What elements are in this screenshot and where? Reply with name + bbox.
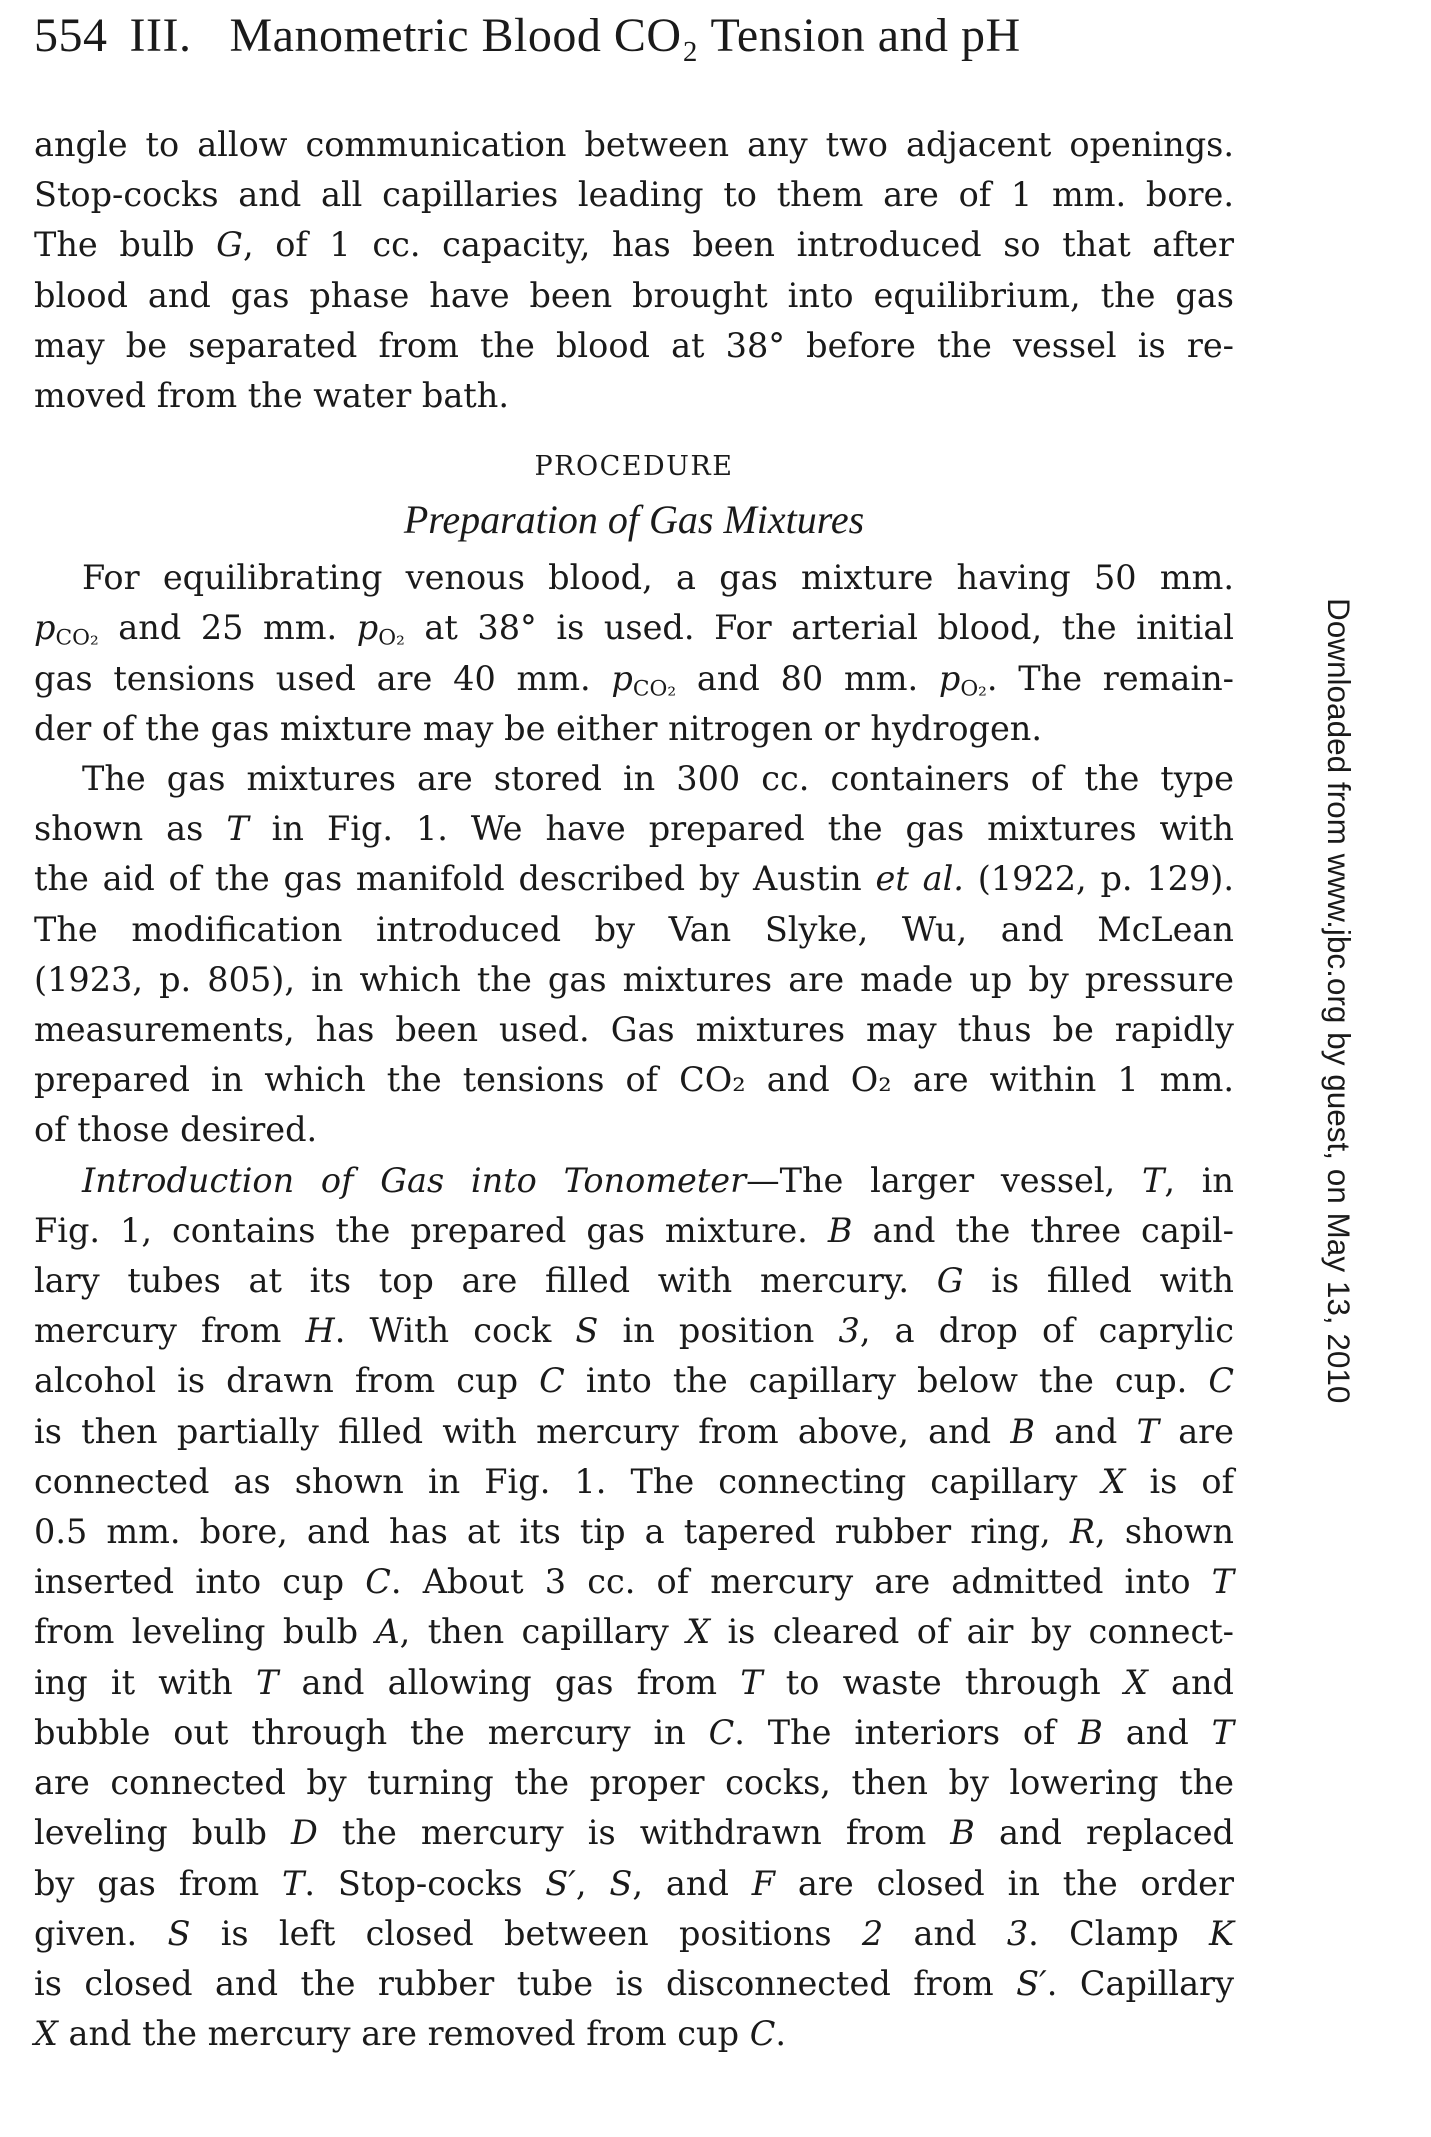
paragraph-storage	[34, 754, 1234, 1156]
text-line: For equilibrating venous blood, a gas mixture having 50 mm.	[82, 558, 1234, 598]
text-line: der of the gas mixture may be either nitrogen or hydrogen.	[34, 708, 1042, 748]
text-line: ing it with T and allowing gas from T to waste through X and	[34, 1662, 1235, 1702]
text-line: X and the mercury are removed from cup C.	[34, 2014, 786, 2054]
text-line: gas tensions used are 40 mm. $p_{CO_2}$ and 80 mm. $p_{O_2}$. The remain-	[34, 658, 1234, 702]
text-line: leveling bulb D the mercury is withdrawn from B and replaced	[34, 1813, 1234, 1853]
text-line: $p_{CO_2}$ and 25 mm. $p_{O_2}$ at 38° is used. For arterial blood, the initial	[34, 608, 1235, 651]
text-line: of those desired.	[34, 1110, 318, 1150]
text-line: is then partially filled with mercury from above, and B and T are	[34, 1411, 1235, 1451]
running-head	[34, 8, 1234, 63]
text-line: bubble out through the mercury in C. The interiors of B and T	[34, 1712, 1234, 1752]
text-line: alcohol is drawn from cup C into the capillary below the cup. C	[34, 1361, 1234, 1401]
text-line: Introduction of Gas into Tonometer—The larger vessel, T, in	[82, 1160, 1235, 1200]
section-heading: PROCEDURE	[534, 451, 734, 483]
text-line: angle to allow communication between any two adjacent openings.	[34, 125, 1234, 164]
text-line: mercury from H. With cock S in position 3, a drop of caprylic	[34, 1311, 1234, 1351]
text-line: given. S is left closed between positions 2 and 3. Clamp K	[34, 1913, 1234, 1953]
text-line: is closed and the rubber tube is disconnected from S′. Capillary	[34, 1963, 1234, 2003]
text-line: shown as T in Fig. 1. We have prepared the gas mixtures with	[34, 809, 1234, 849]
text-line: moved from the water bath.	[34, 376, 509, 416]
text-line: lary tubes at its top are filled with mercury. G is filled with	[34, 1261, 1234, 1301]
text-line: by gas from T. Stop-cocks S′, S, and F are closed in the order	[34, 1863, 1234, 1903]
text-line: (1923, p. 805), in which the gas mixtures are made up by pressure	[34, 959, 1234, 999]
text-line: the aid of the gas manifold described by Austin et al. (1922, p. 129).	[34, 859, 1234, 899]
text-line: Fig. 1, contains the prepared gas mixture. B and the three capil-	[34, 1210, 1234, 1250]
subsection-heading: Preparation of Gas Mixtures	[403, 497, 865, 543]
paragraph-tonometer	[34, 1156, 1234, 2060]
text-line: inserted into cup C. About 3 cc. of mercury are admitted into T	[34, 1562, 1235, 1602]
text-line: The gas mixtures are stored in 300 cc. containers of the type	[82, 759, 1234, 799]
paragraph-apparatus	[34, 120, 1234, 421]
text-line: The modification introduced by Van Slyke, Wu, and McLean	[34, 909, 1234, 949]
running-title: Manometric Blood CO₂ Tension and pH	[229, 9, 1021, 62]
text-line: prepared in which the tensions of CO₂ and O₂ are within 1 mm.	[34, 1060, 1234, 1100]
text-line: connected as shown in Fig. 1. The connecting capillary X is of	[34, 1461, 1234, 1501]
text-line: measurements, has been used. Gas mixtures may thus be rapidly	[34, 1010, 1234, 1050]
text-line: Stop-cocks and all capillaries leading to them are of 1 mm. bore.	[34, 175, 1234, 215]
text-line: from leveling bulb A, then capillary X is cleared of air by connect-	[34, 1612, 1234, 1652]
text-line: are connected by turning the proper cocks, then by lowering the	[34, 1763, 1234, 1803]
text-line: blood and gas phase have been brought into equilibrium, the gas	[34, 275, 1234, 315]
body-text	[34, 120, 1234, 2059]
section-number: III.	[129, 9, 192, 62]
download-watermark: Downloaded from www.jbc.org by guest, on May 13, 2010	[1321, 598, 1357, 1404]
text-line: may be separated from the blood at 38° before the vessel is re-	[34, 325, 1234, 365]
page-number: 554	[34, 9, 108, 62]
text-line: 0.5 mm. bore, and has at its tip a tapered rubber ring, R, shown	[34, 1512, 1234, 1552]
paragraph-gas-mixtures	[34, 553, 1234, 754]
text-line: The bulb G, of 1 cc. capacity, has been introduced so that after	[34, 225, 1234, 265]
